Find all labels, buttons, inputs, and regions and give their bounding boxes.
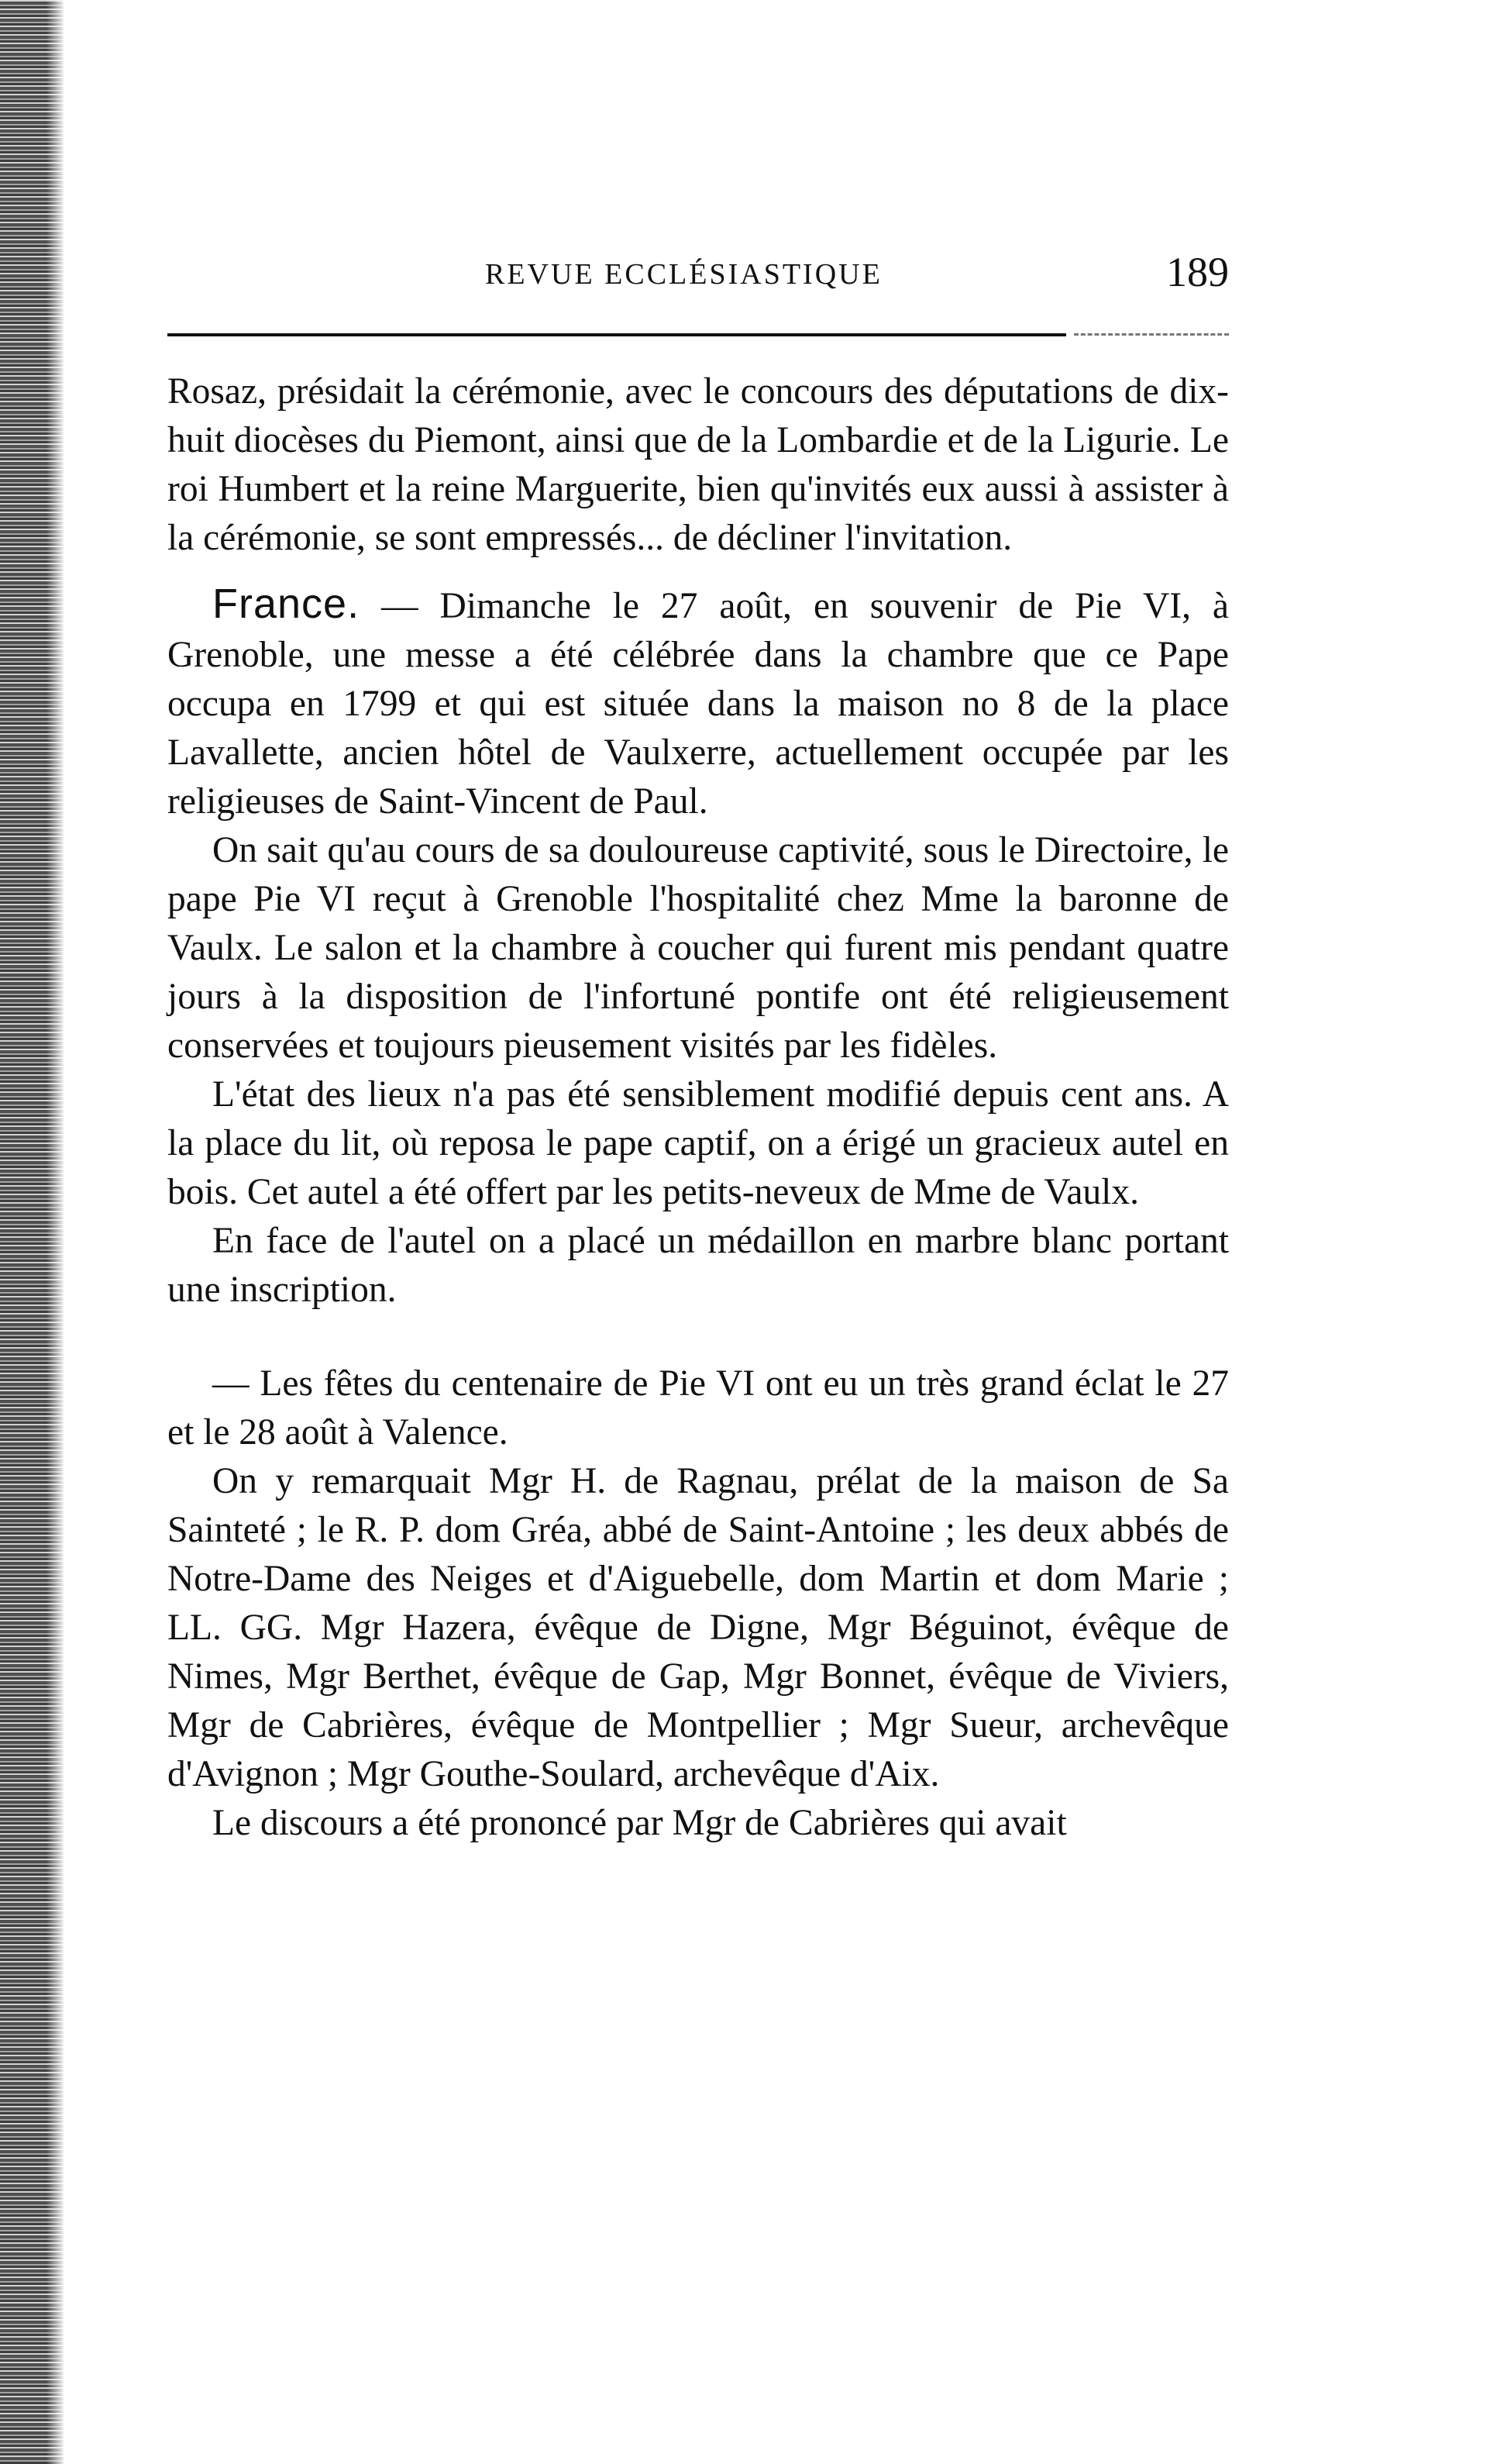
paragraph-6: — Les fêtes du centenaire de Pie VI ont eu un très grand éclat le 27 et le 28 août à Valence.	[167, 1363, 1229, 1453]
paragraph-8: Le discours a été prononcé par Mgr de Cabrières qui avait	[212, 1803, 1067, 1843]
gutter-fade	[46, 0, 65, 2464]
running-title: REVUE ECCLÉSIASTIQUE	[485, 258, 883, 291]
running-header	[167, 248, 1229, 302]
paragraph-3: On sait qu'au cours de sa douloureuse captivité, sous le Directoire, le pape Pie VI reçut à Grenoble l'hospitalité chez Mme la baronne de Vaulx. Le salon et la chambre à coucher qui furent mis pendant quatre jours à la disposition de l'infortuné pontife ont été religieusement conservées et toujours pieusement visités par les fidèles.	[167, 830, 1229, 1066]
page-number: 189	[1166, 249, 1229, 295]
paragraph-1: Rosaz, présidait la cérémonie, avec le concours des députations de dix-huit diocèses du Piemont, ainsi que de la Lombardie et de la Ligurie. Le roi Humbert et la reine Marguerite, bien qu'invités eux aussi à assister à la cérémonie, se sont empressés... de décliner l'invitation.	[167, 371, 1229, 558]
paragraph-4: L'état des lieux n'a pas été sensiblement modifié depuis cent ans. A la place du lit, où reposa le pape captif, on a érigé un gracieux autel en bois. Cet autel a été offert par les petits-neveux de Mme de Vaulx.	[167, 1074, 1229, 1212]
page	[167, 248, 1229, 1848]
paragraph-5: En face de l'autel on a placé un médaillon en marbre blanc portant une inscription.	[167, 1221, 1229, 1310]
body-text	[167, 367, 1229, 1848]
section-heading-france: France.	[212, 581, 360, 627]
paragraph-france	[167, 580, 1229, 826]
paragraph-2: — Dimanche le 27 août, en souvenir de Pie VI, à Grenoble, une messe a été célébrée dans la chambre que ce Pape occupa en 1799 et qui est située dans la maison no 8 de la place Lavallette, ancien hôtel de Vaulxerre, actuellement occupée par les religieuses de Saint-Vincent de Paul.	[167, 586, 1229, 822]
header-rule-tail	[1074, 333, 1229, 336]
header-rule	[167, 333, 1066, 339]
paragraph-7: On y remarquait Mgr H. de Ragnau, prélat de la maison de Sa Sainteté ; le R. P. dom Gréa, abbé de Saint-Antoine ; les deux abbés de Notre-Dame des Neiges et d'Aiguebelle, dom Martin et dom Marie ; LL. GG. Mgr Hazera, évêque de Digne, Mgr Béguinot, évêque de Nimes, Mgr Berthet, évêque de Gap, Mgr Bonnet, évêque de Viviers, Mgr de Cabrières, évêque de Montpellier ; Mgr Sueur, archevêque d'Avignon ; Mgr Gouthe-Soulard, archevêque d'Aix.	[167, 1461, 1229, 1794]
